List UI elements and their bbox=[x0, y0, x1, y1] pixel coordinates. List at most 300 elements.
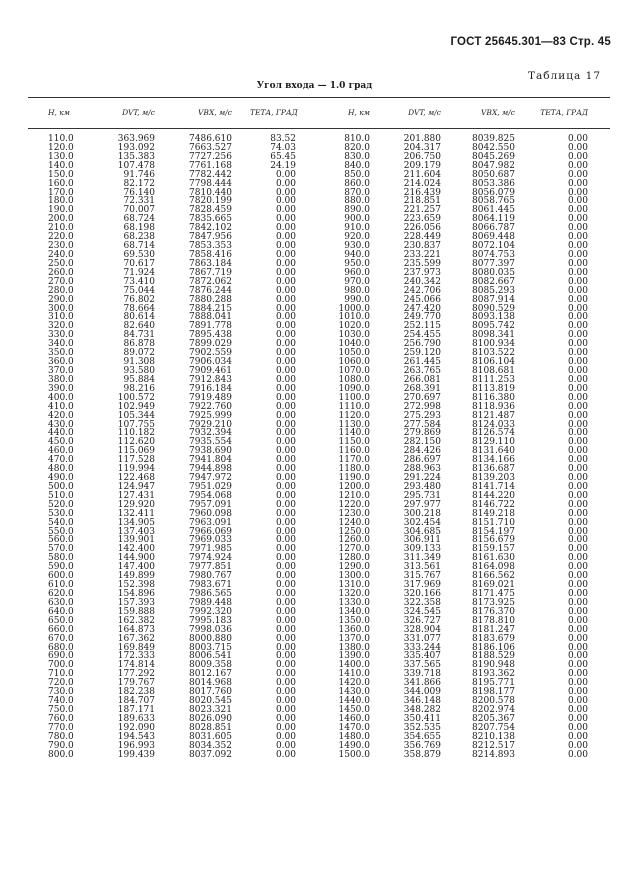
table-cell: 266.081 bbox=[403, 374, 441, 385]
table-cell: 7992.320 bbox=[189, 606, 232, 617]
table-cell: 309.133 bbox=[403, 544, 441, 555]
table-cell: 263.765 bbox=[403, 365, 441, 376]
column-vbx-right bbox=[458, 135, 515, 760]
table-cell: 7906.034 bbox=[189, 357, 232, 368]
table-cell: 0.00 bbox=[567, 651, 588, 662]
table-cell: 420.0 bbox=[48, 410, 74, 421]
table-cell: 7966.069 bbox=[189, 526, 232, 537]
table-cell: 8118.936 bbox=[472, 401, 515, 412]
table-cell: 8037.092 bbox=[189, 749, 232, 760]
table-cell: 7902.559 bbox=[189, 348, 232, 359]
table-cell: 279.869 bbox=[403, 428, 441, 439]
table-cell: 74.03 bbox=[270, 142, 296, 153]
table-cell: 8113.819 bbox=[472, 383, 515, 394]
table-cell: 0.00 bbox=[567, 249, 588, 260]
table-cell: 8164.098 bbox=[472, 562, 515, 573]
table-cell: 0.00 bbox=[567, 374, 588, 385]
table-cell: 249.770 bbox=[403, 312, 441, 323]
table-cell: 980.0 bbox=[344, 285, 370, 296]
table-cell: 630.0 bbox=[48, 597, 74, 608]
table-cell: 0.00 bbox=[275, 205, 296, 216]
table-cell: 1250.0 bbox=[338, 526, 370, 537]
table-cell: 1460.0 bbox=[338, 713, 370, 724]
table-cell: 140.0 bbox=[48, 160, 74, 171]
table-cell: 7944.898 bbox=[189, 464, 232, 475]
table-cell: 174.814 bbox=[117, 660, 155, 671]
table-cell: 0.00 bbox=[275, 633, 296, 644]
table-cell: 132.411 bbox=[117, 508, 155, 519]
table-cell: 228.449 bbox=[403, 232, 441, 243]
table-cell: 0.00 bbox=[567, 615, 588, 626]
table-cell: 65.45 bbox=[270, 151, 296, 162]
table-cell: 8131.640 bbox=[472, 446, 515, 457]
table-cell: 0.00 bbox=[275, 740, 296, 751]
table-cell: 315.767 bbox=[403, 571, 441, 582]
table-cell: 8151.710 bbox=[472, 517, 515, 528]
table-cell: 890.0 bbox=[344, 205, 370, 216]
table-cell: 218.851 bbox=[403, 196, 441, 207]
table-cell: 7798.444 bbox=[189, 178, 232, 189]
table-cell: 142.400 bbox=[117, 544, 155, 555]
table-cell: 82.172 bbox=[123, 178, 155, 189]
table-cell: 8006.541 bbox=[189, 651, 232, 662]
table-cell: 324.545 bbox=[403, 606, 441, 617]
table-cell: 8121.487 bbox=[472, 410, 515, 421]
table-cell: 200.0 bbox=[48, 214, 74, 225]
table-cell: 268.391 bbox=[403, 383, 441, 394]
table-cell: 8061.445 bbox=[472, 205, 515, 216]
table-cell: 8050.687 bbox=[472, 169, 515, 180]
table-cell: 860.0 bbox=[344, 178, 370, 189]
table-cell: 0.00 bbox=[275, 446, 296, 457]
table-cell: 91.746 bbox=[123, 169, 155, 180]
table-cell: 331.077 bbox=[403, 633, 441, 644]
table-cell: 260.0 bbox=[48, 267, 74, 278]
table-cell: 8058.765 bbox=[472, 196, 515, 207]
table-cell: 8190.948 bbox=[472, 660, 515, 671]
table-cell: 8074.753 bbox=[472, 249, 515, 260]
table-cell: 189.633 bbox=[117, 713, 155, 724]
table-cell: 7891.778 bbox=[189, 321, 232, 332]
table-cell: 720.0 bbox=[48, 678, 74, 689]
table-cell: 7919.489 bbox=[189, 392, 232, 403]
table-cell: 322.358 bbox=[403, 597, 441, 608]
table-cell: 1490.0 bbox=[338, 740, 370, 751]
table-cell: 790.0 bbox=[48, 740, 74, 751]
table-cell: 7983.671 bbox=[189, 580, 232, 591]
column-h-right bbox=[328, 135, 370, 760]
table-cell: 0.00 bbox=[275, 303, 296, 314]
table-cell: 510.0 bbox=[48, 490, 74, 501]
table-cell: 880.0 bbox=[344, 196, 370, 207]
table-cell: 1500.0 bbox=[338, 749, 370, 760]
table-cell: 0.00 bbox=[567, 508, 588, 519]
table-cell: 0.00 bbox=[567, 241, 588, 252]
table-cell: 1030.0 bbox=[338, 330, 370, 341]
table-cell: 0.00 bbox=[567, 419, 588, 430]
table-cell: 8012.167 bbox=[189, 669, 232, 680]
table-cell: 221.257 bbox=[403, 205, 441, 216]
table-cell: 75.044 bbox=[123, 285, 155, 296]
table-cell: 1050.0 bbox=[338, 348, 370, 359]
table-cell: 363.969 bbox=[117, 134, 155, 144]
table-cell: 0.00 bbox=[275, 464, 296, 475]
table-cell: 179.767 bbox=[117, 678, 155, 689]
table-cell: 326.727 bbox=[403, 615, 441, 626]
table-cell: 7960.098 bbox=[189, 508, 232, 519]
table-cell: 93.580 bbox=[123, 365, 155, 376]
table-cell: 214.024 bbox=[403, 178, 441, 189]
table-cell: 8156.679 bbox=[472, 535, 515, 546]
table-cell: 0.00 bbox=[275, 223, 296, 234]
table-cell: 0.00 bbox=[567, 660, 588, 671]
table-cell: 302.454 bbox=[403, 517, 441, 528]
table-cell: 0.00 bbox=[275, 437, 296, 448]
table-cell: 7782.442 bbox=[189, 169, 232, 180]
table-cell: 7842.102 bbox=[189, 223, 232, 234]
table-cell: 700.0 bbox=[48, 660, 74, 671]
table-cell: 0.00 bbox=[275, 526, 296, 537]
table-cell: 7916.184 bbox=[189, 383, 232, 394]
table-cell: 600.0 bbox=[48, 571, 74, 582]
table-cell: 8186.106 bbox=[472, 642, 515, 653]
table-cell: 7663.527 bbox=[189, 142, 232, 153]
table-cell: 680.0 bbox=[48, 642, 74, 653]
table-cell: 110.182 bbox=[117, 428, 155, 439]
table-cell: 172.333 bbox=[117, 651, 155, 662]
table-cell: 0.00 bbox=[567, 169, 588, 180]
table-cell: 0.00 bbox=[567, 321, 588, 332]
table-cell: 129.920 bbox=[117, 499, 155, 510]
table-cell: 320.166 bbox=[403, 589, 441, 600]
table-cell: 0.00 bbox=[567, 481, 588, 492]
table-cell: 8028.851 bbox=[189, 722, 232, 733]
table-cell: 670.0 bbox=[48, 633, 74, 644]
table-cell: 730.0 bbox=[48, 687, 74, 698]
table-cell: 0.00 bbox=[567, 294, 588, 305]
table-cell: 1130.0 bbox=[338, 419, 370, 430]
table-cell: 8195.771 bbox=[472, 678, 515, 689]
table-cell: 1470.0 bbox=[338, 722, 370, 733]
table-cell: 7912.843 bbox=[189, 374, 232, 385]
table-cell: 7969.033 bbox=[189, 535, 232, 546]
table-cell: 0.00 bbox=[275, 615, 296, 626]
table-cell: 356.769 bbox=[403, 740, 441, 751]
table-cell: 0.00 bbox=[275, 535, 296, 546]
table-cell: 770.0 bbox=[48, 722, 74, 733]
table-cell: 0.00 bbox=[567, 696, 588, 707]
table-cell: 252.115 bbox=[403, 321, 441, 332]
table-cell: 8066.787 bbox=[472, 223, 515, 234]
table-cell: 230.0 bbox=[48, 241, 74, 252]
table-cell: 7986.565 bbox=[189, 589, 232, 600]
table-cell: 0.00 bbox=[567, 196, 588, 207]
table-cell: 750.0 bbox=[48, 705, 74, 715]
table-cell: 139.901 bbox=[117, 535, 155, 546]
table-cell: 8108.681 bbox=[472, 365, 515, 376]
table-cell: 352.535 bbox=[403, 722, 441, 733]
table-cell: 0.00 bbox=[275, 169, 296, 180]
table-cell: 341.866 bbox=[403, 678, 441, 689]
table-cell: 354.655 bbox=[403, 731, 441, 742]
table-cell: 180.0 bbox=[48, 196, 74, 207]
table-cell: 540.0 bbox=[48, 517, 74, 528]
table-cell: 159.888 bbox=[117, 606, 155, 617]
table-cell: 8009.358 bbox=[189, 660, 232, 671]
table-cell: 0.00 bbox=[275, 481, 296, 492]
table-cell: 8178.810 bbox=[472, 615, 515, 626]
table-cell: 0.00 bbox=[567, 562, 588, 573]
table-cell: 182.238 bbox=[117, 687, 155, 698]
table-cell: 7947.972 bbox=[189, 473, 232, 484]
table-cell: 194.543 bbox=[117, 731, 155, 742]
table-cell: 206.750 bbox=[403, 151, 441, 162]
table-cell: 7925.999 bbox=[189, 410, 232, 421]
table-cell: 7995.183 bbox=[189, 615, 232, 626]
table-cell: 7963.091 bbox=[189, 517, 232, 528]
table-cell: 68.714 bbox=[123, 241, 155, 252]
table-cell: 1210.0 bbox=[338, 490, 370, 501]
table-cell: 0.00 bbox=[275, 285, 296, 296]
table-cell: 70.007 bbox=[123, 205, 155, 216]
table-cell: 830.0 bbox=[344, 151, 370, 162]
table-cell: 0.00 bbox=[275, 606, 296, 617]
table-cell: 0.00 bbox=[567, 669, 588, 680]
table-cell: 134.905 bbox=[117, 517, 155, 528]
table-cell: 1240.0 bbox=[338, 517, 370, 528]
table-cell: 8003.715 bbox=[189, 642, 232, 653]
table-cell: 810.0 bbox=[344, 134, 370, 144]
table-cell: 1370.0 bbox=[338, 633, 370, 644]
table-cell: 107.755 bbox=[117, 419, 155, 430]
table-cell: 7974.924 bbox=[189, 553, 232, 564]
table-cell: 400.0 bbox=[48, 392, 74, 403]
table-cell: 8042.550 bbox=[472, 142, 515, 153]
table-cell: 130.0 bbox=[48, 151, 74, 162]
table-cell: 333.244 bbox=[403, 642, 441, 653]
table-cell: 0.00 bbox=[275, 597, 296, 608]
column-dvt-left bbox=[90, 135, 155, 760]
table-cell: 0.00 bbox=[567, 160, 588, 171]
column-vbx-left bbox=[172, 135, 232, 760]
table-cell: 7876.244 bbox=[189, 285, 232, 296]
table-cell: 8056.079 bbox=[472, 187, 515, 198]
table-cell: 320.0 bbox=[48, 321, 74, 332]
table-cell: 0.00 bbox=[275, 383, 296, 394]
table-cell: 149.899 bbox=[117, 571, 155, 582]
table-cell: 204.317 bbox=[403, 142, 441, 153]
table-cell: 0.00 bbox=[275, 241, 296, 252]
table-cell: 800.0 bbox=[48, 749, 74, 760]
table-cell: 1410.0 bbox=[338, 669, 370, 680]
table-cell: 1400.0 bbox=[338, 660, 370, 671]
table-cell: 460.0 bbox=[48, 446, 74, 457]
table-cell: 8098.341 bbox=[472, 330, 515, 341]
table-cell: 8039.825 bbox=[472, 134, 515, 144]
table-cell: 350.0 bbox=[48, 348, 74, 359]
table-cell: 0.00 bbox=[275, 562, 296, 573]
table-cell: 237.973 bbox=[403, 267, 441, 278]
table-cell: 7929.210 bbox=[189, 419, 232, 430]
table-cell: 8000.880 bbox=[189, 633, 232, 644]
table-cell: 0.00 bbox=[567, 464, 588, 475]
table-cell: 8023.321 bbox=[189, 705, 232, 715]
table-cell: 7761.168 bbox=[189, 160, 232, 171]
table-cell: 1160.0 bbox=[338, 446, 370, 457]
table-cell: 0.00 bbox=[275, 473, 296, 484]
table-cell: 0.00 bbox=[275, 455, 296, 466]
table-cell: 8124.033 bbox=[472, 419, 515, 430]
table-cell: 226.056 bbox=[403, 223, 441, 234]
table-cell: 0.00 bbox=[275, 348, 296, 359]
table-cell: 82.640 bbox=[123, 321, 155, 332]
table-subtitle: Угол входа — 1.0 град bbox=[256, 81, 373, 91]
table-cell: 590.0 bbox=[48, 562, 74, 573]
table-cell: 83.52 bbox=[270, 134, 296, 144]
column-header-dvt-left: DVT, м/с bbox=[122, 108, 155, 117]
table-cell: 7867.719 bbox=[189, 267, 232, 278]
table-cell: 144.900 bbox=[117, 553, 155, 564]
table-cell: 650.0 bbox=[48, 615, 74, 626]
table-cell: 8212.517 bbox=[472, 740, 515, 751]
table-cell: 8026.090 bbox=[189, 713, 232, 724]
table-cell: 0.00 bbox=[567, 571, 588, 582]
table-cell: 7847.956 bbox=[189, 232, 232, 243]
table-cell: 8069.448 bbox=[472, 232, 515, 243]
table-cell: 0.00 bbox=[567, 303, 588, 314]
table-cell: 98.216 bbox=[123, 383, 155, 394]
table-cell: 1330.0 bbox=[338, 597, 370, 608]
column-header-vbx-right: VBX, м/с bbox=[481, 108, 515, 117]
table-cell: 147.400 bbox=[117, 562, 155, 573]
table-cell: 280.0 bbox=[48, 285, 74, 296]
table-cell: 0.00 bbox=[275, 580, 296, 591]
table-cell: 8176.370 bbox=[472, 606, 515, 617]
table-cell: 0.00 bbox=[567, 401, 588, 412]
table-cell: 7899.029 bbox=[189, 339, 232, 350]
table-cell: 223.659 bbox=[403, 214, 441, 225]
page-header: ГОСТ 25645.301—83 Стр. 45 bbox=[450, 36, 611, 48]
table-cell: 1000.0 bbox=[338, 303, 370, 314]
table-cell: 8141.714 bbox=[472, 481, 515, 492]
table-cell: 7932.394 bbox=[189, 428, 232, 439]
table-cell: 8034.352 bbox=[189, 740, 232, 751]
table-cell: 480.0 bbox=[48, 464, 74, 475]
table-cell: 0.00 bbox=[567, 214, 588, 225]
table-cell: 500.0 bbox=[48, 481, 74, 492]
table-cell: 7951.029 bbox=[189, 481, 232, 492]
table-cell: 0.00 bbox=[567, 678, 588, 689]
table-cell: 0.00 bbox=[567, 357, 588, 368]
table-cell: 8149.218 bbox=[472, 508, 515, 519]
table-cell: 7888.041 bbox=[189, 312, 232, 323]
table-cell: 0.00 bbox=[567, 276, 588, 287]
table-cell: 7922.760 bbox=[189, 401, 232, 412]
table-cell: 0.00 bbox=[567, 749, 588, 760]
table-cell: 0.00 bbox=[275, 330, 296, 341]
table-cell: 7989.448 bbox=[189, 597, 232, 608]
table-cell: 0.00 bbox=[275, 187, 296, 198]
table-cell: 8045.269 bbox=[472, 151, 515, 162]
table-cell: 8161.630 bbox=[472, 553, 515, 564]
table-cell: 1220.0 bbox=[338, 499, 370, 510]
table-cell: 135.383 bbox=[117, 151, 155, 162]
table-cell: 850.0 bbox=[344, 169, 370, 180]
table-cell: 0.00 bbox=[567, 473, 588, 484]
table-cell: 8116.380 bbox=[472, 392, 515, 403]
table-cell: 8200.578 bbox=[472, 696, 515, 707]
table-cell: 760.0 bbox=[48, 713, 74, 724]
table-cell: 259.120 bbox=[403, 348, 441, 359]
table-cell: 7895.438 bbox=[189, 330, 232, 341]
table-cell: 0.00 bbox=[275, 312, 296, 323]
table-cell: 290.0 bbox=[48, 294, 74, 305]
table-cell: 358.879 bbox=[403, 749, 441, 760]
table-cell: 1340.0 bbox=[338, 606, 370, 617]
table-cell: 124.947 bbox=[117, 481, 155, 492]
table-cell: 0.00 bbox=[567, 187, 588, 198]
table-cell: 0.00 bbox=[567, 597, 588, 608]
table-cell: 0.00 bbox=[567, 722, 588, 733]
table-cell: 8207.754 bbox=[472, 722, 515, 733]
table-cell: 8136.687 bbox=[472, 464, 515, 475]
table-cell: 8183.679 bbox=[472, 633, 515, 644]
table-cell: 275.293 bbox=[403, 410, 441, 421]
table-cell: 0.00 bbox=[275, 678, 296, 689]
table-cell: 0.00 bbox=[567, 606, 588, 617]
table-cell: 8173.925 bbox=[472, 597, 515, 608]
table-cell: 306.911 bbox=[403, 535, 441, 546]
table-cell: 0.00 bbox=[567, 312, 588, 323]
table-cell: 122.468 bbox=[117, 473, 155, 484]
table-cell: 910.0 bbox=[344, 223, 370, 234]
table-cell: 0.00 bbox=[275, 731, 296, 742]
table-cell: 8154.197 bbox=[472, 526, 515, 537]
table-cell: 0.00 bbox=[275, 428, 296, 439]
table-cell: 250.0 bbox=[48, 258, 74, 269]
table-cell: 550.0 bbox=[48, 526, 74, 537]
table-cell: 233.221 bbox=[403, 249, 441, 260]
table-cell: 0.00 bbox=[275, 232, 296, 243]
table-cell: 7810.440 bbox=[189, 187, 232, 198]
table-cell: 71.924 bbox=[123, 267, 155, 278]
table-cell: 0.00 bbox=[567, 392, 588, 403]
table-cell: 360.0 bbox=[48, 357, 74, 368]
table-cell: 1300.0 bbox=[338, 571, 370, 582]
table-cell: 0.00 bbox=[567, 365, 588, 376]
table-cell: 0.00 bbox=[567, 410, 588, 421]
table-cell: 440.0 bbox=[48, 428, 74, 439]
table-cell: 380.0 bbox=[48, 374, 74, 385]
table-cell: 24.19 bbox=[270, 160, 296, 171]
table-cell: 1480.0 bbox=[338, 731, 370, 742]
table-cell: 184.707 bbox=[117, 696, 155, 707]
table-cell: 0.00 bbox=[567, 455, 588, 466]
table-cell: 216.439 bbox=[403, 187, 441, 198]
table-cell: 0.00 bbox=[275, 713, 296, 724]
table-cell: 7853.353 bbox=[189, 241, 232, 252]
table-cell: 1080.0 bbox=[338, 374, 370, 385]
table-cell: 348.282 bbox=[403, 705, 441, 715]
table-cell: 1110.0 bbox=[338, 401, 370, 412]
table-label: Таблица 17 bbox=[528, 70, 601, 82]
table-cell: 8093.138 bbox=[472, 312, 515, 323]
table-cell: 335.407 bbox=[403, 651, 441, 662]
table-cell: 0.00 bbox=[567, 232, 588, 243]
table-cell: 0.00 bbox=[567, 446, 588, 457]
header-rule bbox=[28, 128, 610, 129]
table-cell: 1020.0 bbox=[338, 321, 370, 332]
